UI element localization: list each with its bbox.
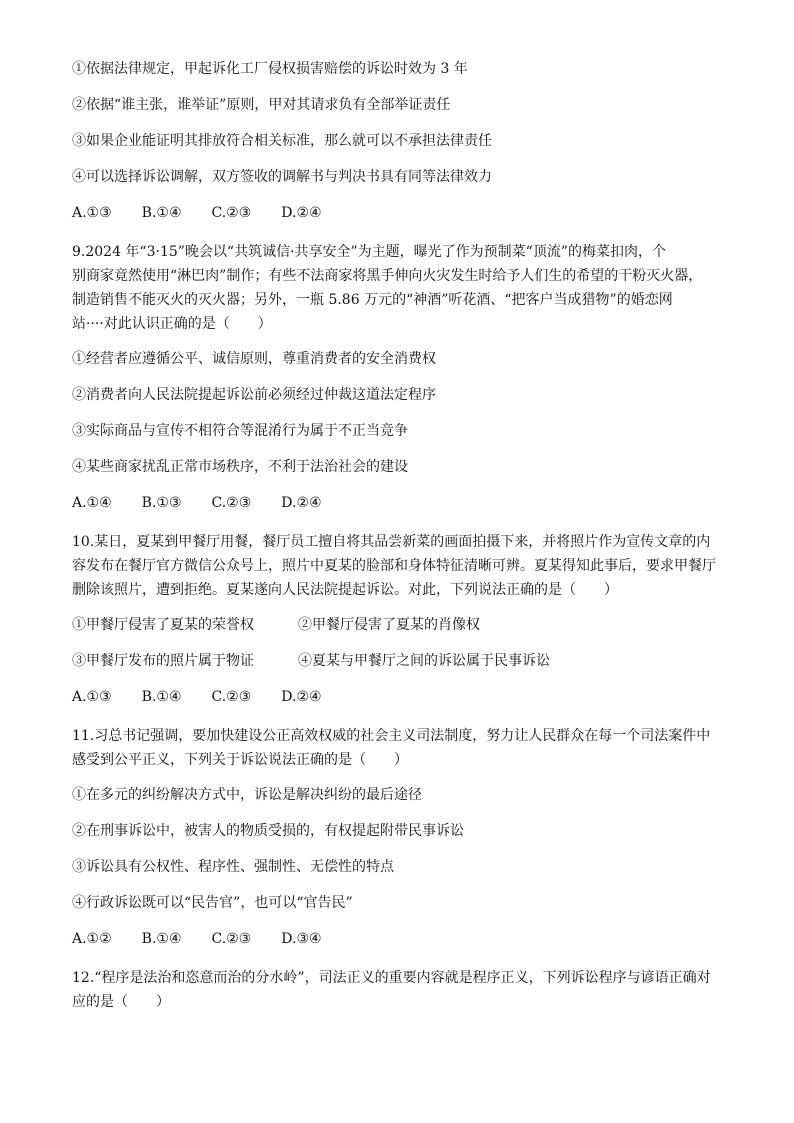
q9-stem-line: 站····对此认识正确的是（ ） — [72, 316, 272, 332]
q9-option-4: ④某些商家扰乱正常市场秩序，不利于法治社会的建设 — [72, 459, 408, 475]
q10-choices — [72, 688, 722, 706]
q11-option-4: ④行政诉讼既可以“民告官”，也可以“官告民” — [72, 895, 353, 911]
q8-choices — [72, 204, 722, 222]
q10-option-4: ④夏某与甲餐厅之间的诉讼属于民事诉讼 — [298, 653, 550, 669]
q9-stem-line: 别商家竟然使用“淋巴肉”制作；有些不法商家将黑手伸向火灾发生时给予人们生的希望的干粉灭火器， — [72, 268, 703, 284]
q11-choices — [72, 930, 722, 948]
q10-options — [72, 616, 722, 670]
q10-choice-a: A.①③ — [72, 689, 112, 705]
q9-choice-d: D.②④ — [281, 495, 322, 511]
q12-stem-line: 12.“程序是法治和恣意而治的分水岭”，司法正义的重要内容就是程序正义，下列诉讼程序与谚语正确对 — [72, 970, 711, 986]
q8-option-1: ①依据法律规定，甲起诉化工厂侵权损害赔偿的诉讼时效为 3 年 — [72, 61, 468, 77]
q11-stem — [72, 724, 722, 772]
q11-choice-d: D.③④ — [281, 931, 322, 947]
q10-stem-line: 容发布在餐厅官方微信公众号上，照片中夏某的脸部和身体特征清晰可辨。夏某得知此事后，要求甲餐厅 — [72, 558, 716, 574]
q9-stem — [72, 240, 722, 336]
q8-options — [72, 60, 722, 186]
q11-option-2: ②在刑事诉讼中，被害人的物质受损的，有权提起附带民事诉讼 — [72, 823, 464, 839]
q10-stem — [72, 530, 722, 602]
q11-choice-b: B.①④ — [141, 931, 182, 947]
q11-choice-c: C.②③ — [211, 931, 252, 947]
q10-option-1: ①甲餐厅侵害了夏某的荣誉权 — [72, 617, 254, 633]
q10-choice-c: C.②③ — [211, 689, 252, 705]
q11-option-1: ①在多元的纠纷解决方式中，诉讼是解决纠纷的最后途径 — [72, 787, 422, 803]
q9-choices — [72, 494, 722, 512]
q12-stem-line: 应的是（ ） — [72, 994, 170, 1010]
q8-option-3: ③如果企业能证明其排放符合相关标准，那么就可以不承担法律责任 — [72, 133, 492, 149]
q11-choice-a: A.①② — [72, 931, 112, 947]
q10-stem-line: 10.某日，夏某到甲餐厅用餐，餐厅员工擅自将其品尝新菜的画面拍摄下来，并将照片作为宣传文章的内 — [72, 534, 711, 550]
q8-choice-a: A.①③ — [72, 205, 112, 221]
q9-options — [72, 350, 722, 476]
q11-stem-line: 11.习总书记强调，要加快建设公正高效权威的社会主义司法制度，努力让人民群众在每一个司法案件中 — [72, 728, 711, 744]
q8-option-4: ④可以选择诉讼调解，双方签收的调解书与判决书具有同等法律效力 — [72, 169, 492, 185]
q10-option-3: ③甲餐厅发布的照片属于物证 — [72, 653, 254, 669]
q9-option-3: ③实际商品与宣传不相符合等混淆行为属于不正当竞争 — [72, 423, 408, 439]
q10-stem-line: 删除该照片，遭到拒绝。夏某遂向人民法院提起诉讼。对此，下列说法正确的是（ ） — [72, 582, 618, 598]
q10-option-2: ②甲餐厅侵害了夏某的肖像权 — [298, 617, 480, 633]
q10-option-row — [72, 616, 722, 634]
q10-choice-d: D.②④ — [281, 689, 322, 705]
q8-option-2: ②依据“谁主张，谁举证”原则，甲对其请求负有全部举证责任 — [72, 97, 451, 113]
q12-stem — [72, 966, 722, 1014]
q9-stem-line: 9.2024 年“3·15”晚会以“共筑诚信·共享安全”为主题，曝光了作为预制菜“顶流”的梅菜扣肉，个 — [72, 244, 666, 260]
q11-stem-line: 感受到公平正义，下列关于诉讼说法正确的是（ ） — [72, 752, 408, 768]
q10-option-row — [72, 652, 722, 670]
exam-page — [72, 60, 722, 1014]
q9-option-2: ②消费者向人民法院提起诉讼前必须经过仲裁这道法定程序 — [72, 387, 436, 403]
q9-choice-b: B.①③ — [141, 495, 182, 511]
q8-choice-d: D.②④ — [281, 205, 322, 221]
q10-choice-b: B.①④ — [141, 689, 182, 705]
q11-option-3: ③诉讼具有公权性、程序性、强制性、无偿性的特点 — [72, 859, 394, 875]
q11-options — [72, 786, 722, 912]
q9-stem-line: 制造销售不能灭火的灭火器；另外，一瓶 5.86 万元的“神酒”听花酒、“把客户当成猎物”的婚恋网 — [72, 292, 673, 308]
q8-choice-b: B.①④ — [141, 205, 182, 221]
q9-choice-a: A.①④ — [72, 495, 112, 511]
q9-option-1: ①经营者应遵循公平、诚信原则，尊重消费者的安全消费权 — [72, 351, 436, 367]
q9-choice-c: C.②③ — [211, 495, 252, 511]
q8-choice-c: C.②③ — [211, 205, 252, 221]
